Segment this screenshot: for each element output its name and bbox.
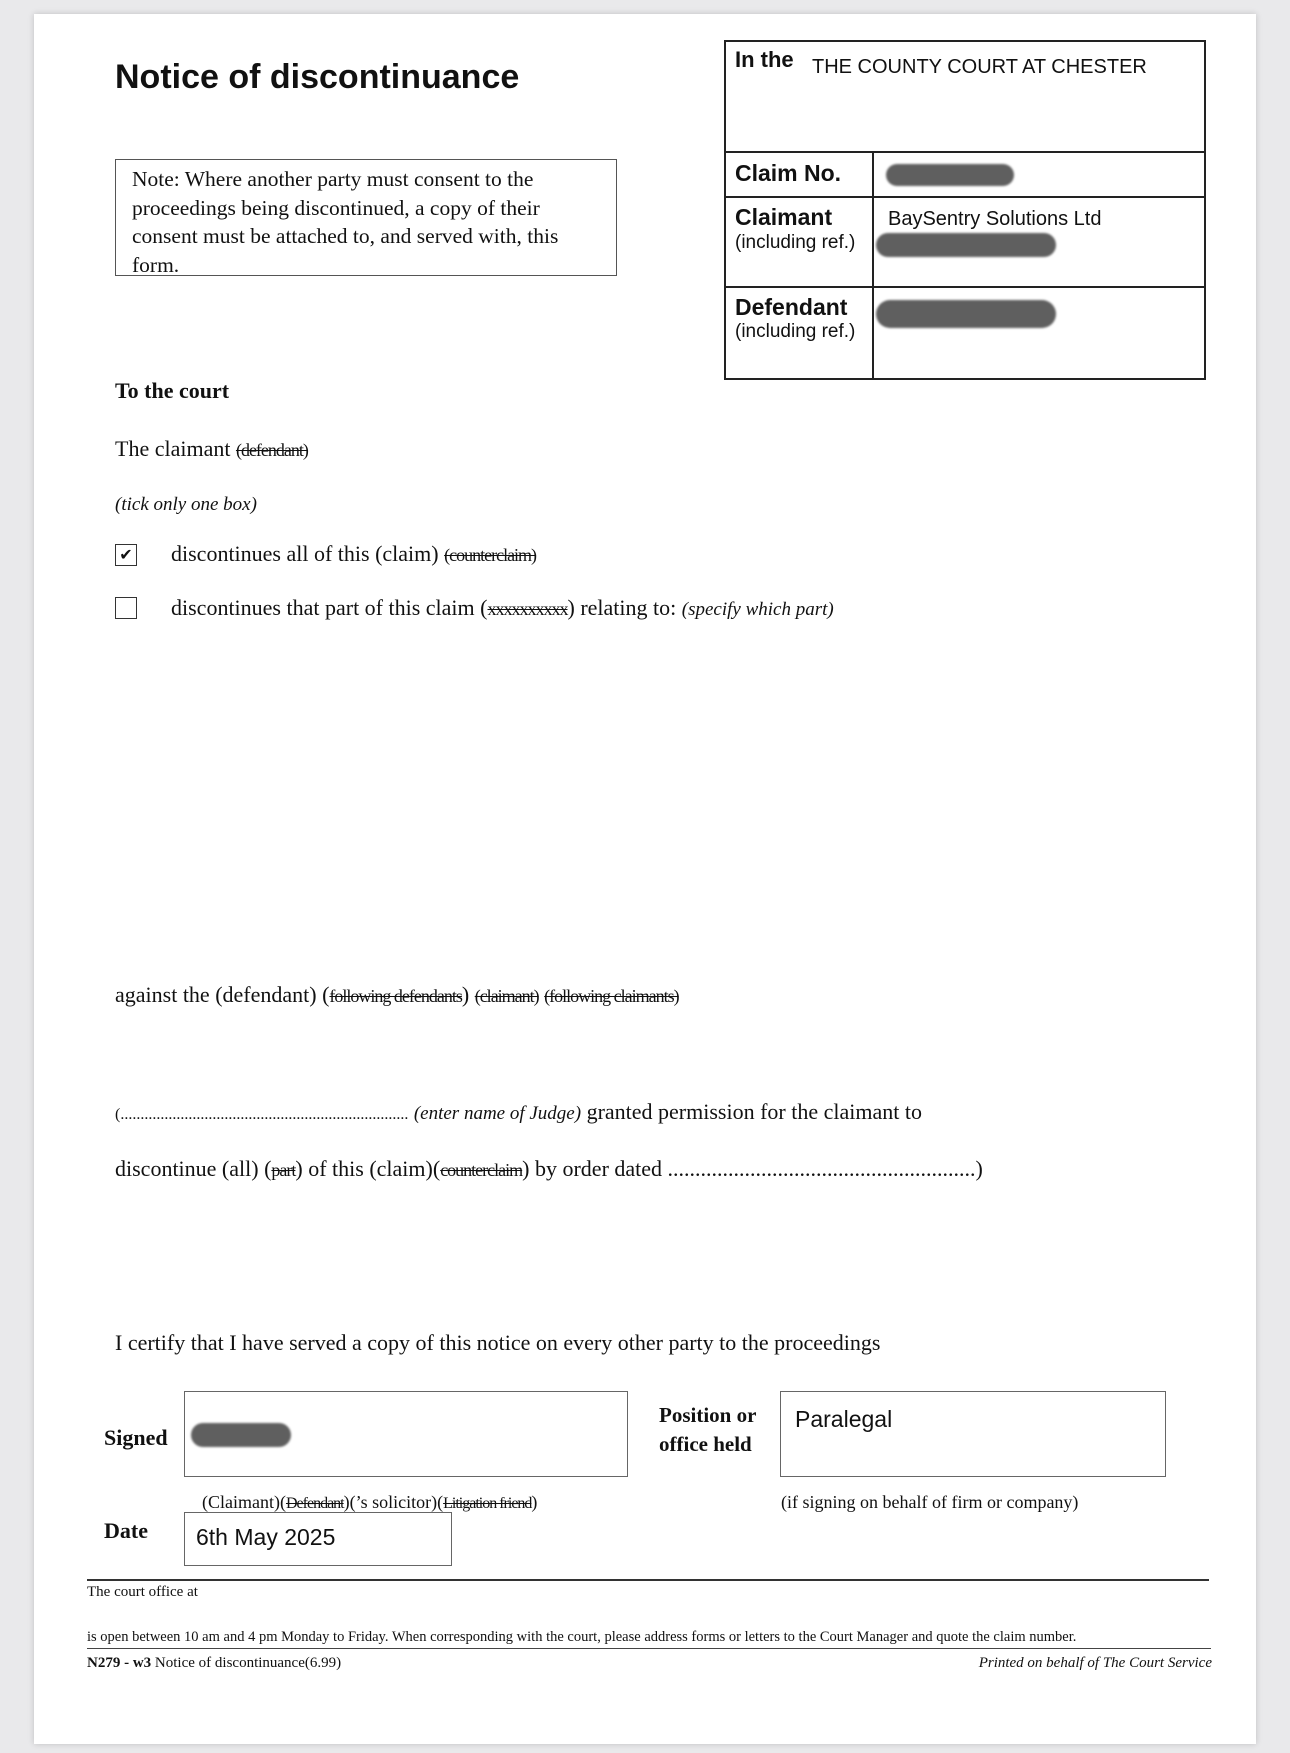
position-value: Paralegal (795, 1406, 893, 1432)
discontinue-order-line (115, 1156, 983, 1182)
option-all-struck: (counterclaim) (444, 545, 537, 565)
option-part-text-b: ) relating to: (567, 595, 677, 620)
against-line (115, 982, 679, 1008)
disc-text-a: discontinue (all) ( (115, 1156, 272, 1181)
date-value: 6th May 2025 (196, 1524, 336, 1550)
discontinue-part-checkbox[interactable] (115, 597, 137, 619)
court-name: THE COUNTY COURT AT CHESTER (812, 56, 1147, 78)
option-part-struck: xxxxxxxxxx (487, 599, 568, 619)
certify-statement: I certify that I have served a copy of this notice on every other party to the proceedings (115, 1330, 881, 1355)
form-code: N279 - w3 (87, 1655, 152, 1671)
consent-note: Note: Where another party must consent to the proceedings being discontinued, a copy of their consent must be attached to, and served with, this form. (115, 159, 617, 276)
date-label: Date (104, 1518, 148, 1543)
disc-text-c: ) by order dated ........................................................) (522, 1156, 983, 1181)
claimant-statement (115, 436, 308, 462)
form-page (34, 14, 1256, 1744)
signature-caption (202, 1492, 537, 1513)
claimant-ref-label: (including ref.) (735, 232, 856, 253)
form-name: Notice of discontinuance(6.99) (154, 1655, 342, 1671)
tick-instruction: (tick only one box) (115, 494, 257, 515)
printed-by: Printed on behalf of The Court Service (978, 1655, 1212, 1671)
disc-text-b: ) of this (claim)( (295, 1156, 441, 1181)
position-label-line2: office held (659, 1432, 752, 1456)
to-the-court-heading: To the court (115, 378, 230, 403)
signature-field[interactable] (184, 1391, 628, 1477)
position-label (659, 1401, 756, 1459)
discontinue-all-checkbox[interactable] (115, 544, 137, 566)
sig-caption-struck-1: Defendant (285, 1495, 344, 1512)
defendant-ref-label: (including ref.) (735, 321, 856, 342)
position-label-line1: Position or (659, 1403, 757, 1427)
against-text-b: ) (461, 982, 470, 1007)
court-hours-text: is open between 10 am and 4 pm Monday to Friday. When corresponding with the court, please address forms or letters to the Court Manager and quote the claim number. (87, 1629, 1211, 1649)
disc-struck-1: part (271, 1160, 296, 1180)
court-office-text: The court office at (87, 1584, 198, 1600)
claim-no-label: Claim No. (735, 160, 842, 186)
against-struck-3: (following claimants) (544, 986, 679, 1006)
form-title: Notice of discontinuance (115, 58, 520, 96)
claimant-name: BaySentry Solutions Ltd (888, 208, 1102, 230)
against-struck-2: (claimant) (474, 986, 539, 1006)
judge-granted-text: granted permission for the claimant to (586, 1099, 922, 1124)
against-struck-1: following defendants (329, 986, 462, 1006)
option-all-text: discontinues all of this (claim) (171, 541, 439, 566)
signed-label: Signed (104, 1425, 168, 1450)
position-field[interactable] (780, 1391, 1166, 1477)
form-reference (87, 1655, 341, 1672)
defendant-label: Defendant (735, 294, 848, 320)
redacted-defendant (876, 300, 1056, 328)
claimant-text: The claimant (115, 436, 231, 461)
defendant-struck: (defendant) (235, 440, 308, 460)
judge-name-note: (enter name of Judge) (413, 1103, 582, 1124)
redacted-claim-number (886, 164, 1014, 186)
footer-divider (87, 1579, 1209, 1581)
date-field[interactable] (184, 1512, 452, 1566)
court-details-box (724, 40, 1206, 380)
against-text-a: against the (defendant) ( (115, 982, 330, 1007)
disc-struck-2: counterclaim (440, 1160, 523, 1180)
option-part-text-a: discontinues that part of this claim ( (171, 595, 488, 620)
discontinue-part-option (171, 595, 834, 621)
judge-dots: (........................................................................ (115, 1106, 409, 1123)
judge-line (115, 1099, 922, 1125)
in-the-label: In the (735, 47, 794, 72)
sig-caption-c: ) (531, 1492, 538, 1512)
specify-part-note: (specify which part) (681, 599, 834, 620)
position-caption: (if signing on behalf of firm or company) (781, 1492, 1079, 1512)
claimant-label: Claimant (735, 204, 833, 230)
check-mark-icon: ✔ (119, 547, 133, 564)
discontinue-all-option (171, 541, 536, 567)
sig-caption-struck-2: Litigation friend (443, 1495, 532, 1512)
sig-caption-a: (Claimant)( (202, 1492, 286, 1512)
redacted-claimant-ref (876, 233, 1056, 257)
redacted-signature (191, 1423, 291, 1447)
sig-caption-b: )(’s solicitor)( (343, 1492, 444, 1512)
